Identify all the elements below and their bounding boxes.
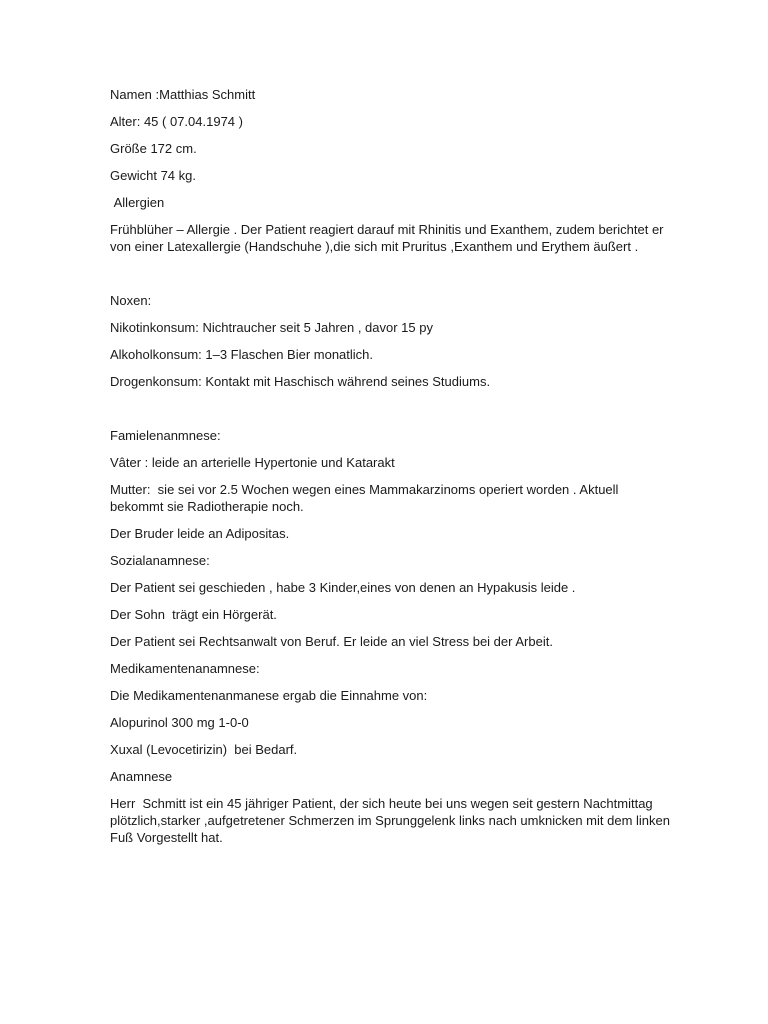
medication-item-1: Alopurinol 300 mg 1-0-0 (110, 715, 249, 730)
family-heading: Famielenanmnese: (110, 428, 221, 443)
medication-intro: Die Medikamentenanmanese ergab die Einnahme von: (110, 688, 428, 703)
patient-age: Alter: 45 ( 07.04.1974 ) (110, 114, 243, 129)
anamnesis-text: Herr Schmitt ist ein 45 jähriger Patient, der sich heute bei uns wegen seit gestern Nachtmittag plötzlich,starker ,aufgetretener Schmerzen im Sprunggelenk links nach umknicken mit dem linken Fuß Vorgestellt hat. (110, 796, 674, 845)
social-line-1: Der Patient sei geschieden , habe 3 Kinder,eines von denen an Hypakusis leide . (110, 580, 576, 595)
social-heading: Sozialanamnese: (110, 553, 210, 568)
anamnesis-heading: Anamnese (110, 769, 173, 784)
medication-heading: Medikamentenanamnese: (110, 661, 260, 676)
noxen-heading: Noxen: (110, 293, 152, 308)
drugs-line: Drogenkonsum: Kontakt mit Haschisch während seines Studiums. (110, 374, 491, 389)
allergies-text: Frühblüher – Allergie . Der Patient reagiert darauf mit Rhinitis und Exanthem, zudem berichtet er von einer Latexallergie (Handschuhe ),die sich mit Pruritus ,Exanthem und Erythem äußert . (110, 222, 668, 254)
father-line: Vâter : leide an arterielle Hypertonie und Katarakt (110, 455, 395, 470)
patient-height: Größe 172 cm. (110, 141, 197, 156)
document-body (110, 86, 674, 846)
alcohol-line: Alkoholkonsum: 1–3 Flaschen Bier monatlich. (110, 347, 374, 362)
medication-item-2: Xuxal (Levocetirizin) bei Bedarf. (110, 742, 298, 757)
patient-name: Namen :Matthias Schmitt (110, 87, 256, 102)
social-line-3: Der Patient sei Rechtsanwalt von Beruf. Er leide an viel Stress bei der Arbeit. (110, 634, 553, 649)
mother-line: Mutter: sie sei vor 2.5 Wochen wegen eines Mammakarzinoms operiert worden . Aktuell bekommt sie Radiotherapie noch. (110, 482, 623, 514)
patient-weight: Gewicht 74 kg. (110, 168, 196, 183)
social-line-2: Der Sohn trägt ein Hörgerät. (110, 607, 277, 622)
brother-line: Der Bruder leide an Adipositas. (110, 526, 290, 541)
allergies-heading: Allergien (110, 195, 165, 210)
nicotine-line: Nikotinkonsum: Nichtraucher seit 5 Jahren , davor 15 py (110, 320, 433, 335)
